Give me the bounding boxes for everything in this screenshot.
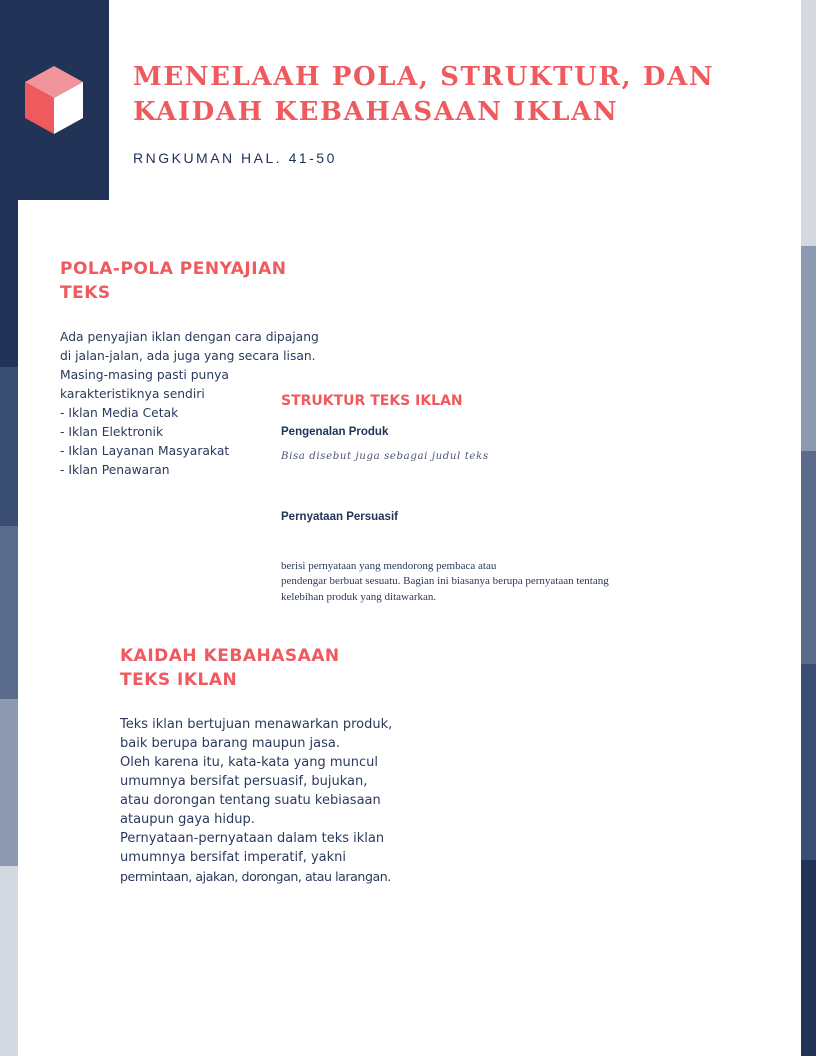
document-subtitle: RNGKUMAN HAL. 41-50 xyxy=(133,150,337,166)
pola-body xyxy=(60,328,319,480)
right-strip-segment xyxy=(801,0,816,246)
struktur-item-title: Pernyataan Persuasif xyxy=(281,511,398,523)
pola-list-item: - Iklan Layanan Masyarakat xyxy=(60,444,230,458)
desc-line: berisi pernyataan yang mendorong pembaca atau xyxy=(281,560,497,572)
kaidah-line: umumnya bersifat imperatif, yakni xyxy=(120,850,347,865)
right-strip-segment xyxy=(801,246,816,451)
heading-line: POLA-POLA PENYAJIAN xyxy=(60,259,287,279)
pola-line: Ada penyajian iklan dengan cara dipajang xyxy=(60,330,319,344)
struktur-item-desc xyxy=(281,451,489,462)
pola-list-item: - Iklan Media Cetak xyxy=(60,406,179,420)
document-title xyxy=(133,60,773,130)
kaidah-line: ataupun gaya hidup. xyxy=(120,812,255,827)
desc-line: Bisa disebut juga sebagai judul teks xyxy=(281,451,489,462)
struktur-item-title: Pengenalan Produk xyxy=(281,426,389,438)
pola-list-item: - Iklan Elektronik xyxy=(60,425,164,439)
right-strip-segment xyxy=(801,451,816,664)
struktur-heading: STRUKTUR TEKS IKLAN xyxy=(281,393,463,409)
kaidah-line: Teks iklan bertujuan menawarkan produk, xyxy=(120,717,393,732)
left-strip-segment xyxy=(0,699,18,866)
kaidah-line: Pernyataan-pernyataan dalam teks iklan xyxy=(120,831,385,846)
right-color-strip xyxy=(801,0,816,1056)
cube-icon xyxy=(25,66,83,134)
desc-line: pendengar berbuat sesuatu. Bagian ini biasanya berupa pernyataan tentang xyxy=(281,575,609,588)
desc-line: kelebihan produk yang ditawarkan. xyxy=(281,590,437,603)
header-logo-block xyxy=(0,0,109,200)
right-strip-segment xyxy=(801,664,816,860)
pola-list-item: - Iklan Penawaran xyxy=(60,463,170,477)
kaidah-line: baik berupa barang maupun jasa. xyxy=(120,736,341,751)
heading-line: TEKS xyxy=(60,283,111,303)
heading-line: TEKS IKLAN xyxy=(120,670,238,690)
kaidah-line: atau dorongan tentang suatu kebiasaan xyxy=(120,793,381,808)
pola-line: Masing-masing pasti punya xyxy=(60,368,229,382)
kaidah-line: permintaan, ajakan, dorongan, atau larangan. xyxy=(120,869,391,884)
kaidah-heading xyxy=(120,644,340,692)
pola-line: karakteristiknya sendiri xyxy=(60,387,205,401)
left-strip-segment xyxy=(0,367,18,526)
left-strip-segment xyxy=(0,526,18,699)
right-strip-segment xyxy=(801,860,816,1056)
title-line: MENELAAH POLA, STRUKTUR, DAN xyxy=(133,62,715,92)
pola-heading xyxy=(60,257,286,305)
heading-line: KAIDAH KEBAHASAAN xyxy=(120,646,340,666)
title-line: KAIDAH KEBAHASAAN IKLAN xyxy=(133,97,619,127)
kaidah-line: umumnya bersifat persuasif, bujukan, xyxy=(120,774,368,789)
pola-line: di jalan-jalan, ada juga yang secara lisan. xyxy=(60,349,316,363)
left-strip-segment xyxy=(0,866,18,1056)
struktur-item-desc xyxy=(281,559,609,605)
kaidah-line: Oleh karena itu, kata-kata yang muncul xyxy=(120,755,378,770)
kaidah-body xyxy=(120,715,392,886)
